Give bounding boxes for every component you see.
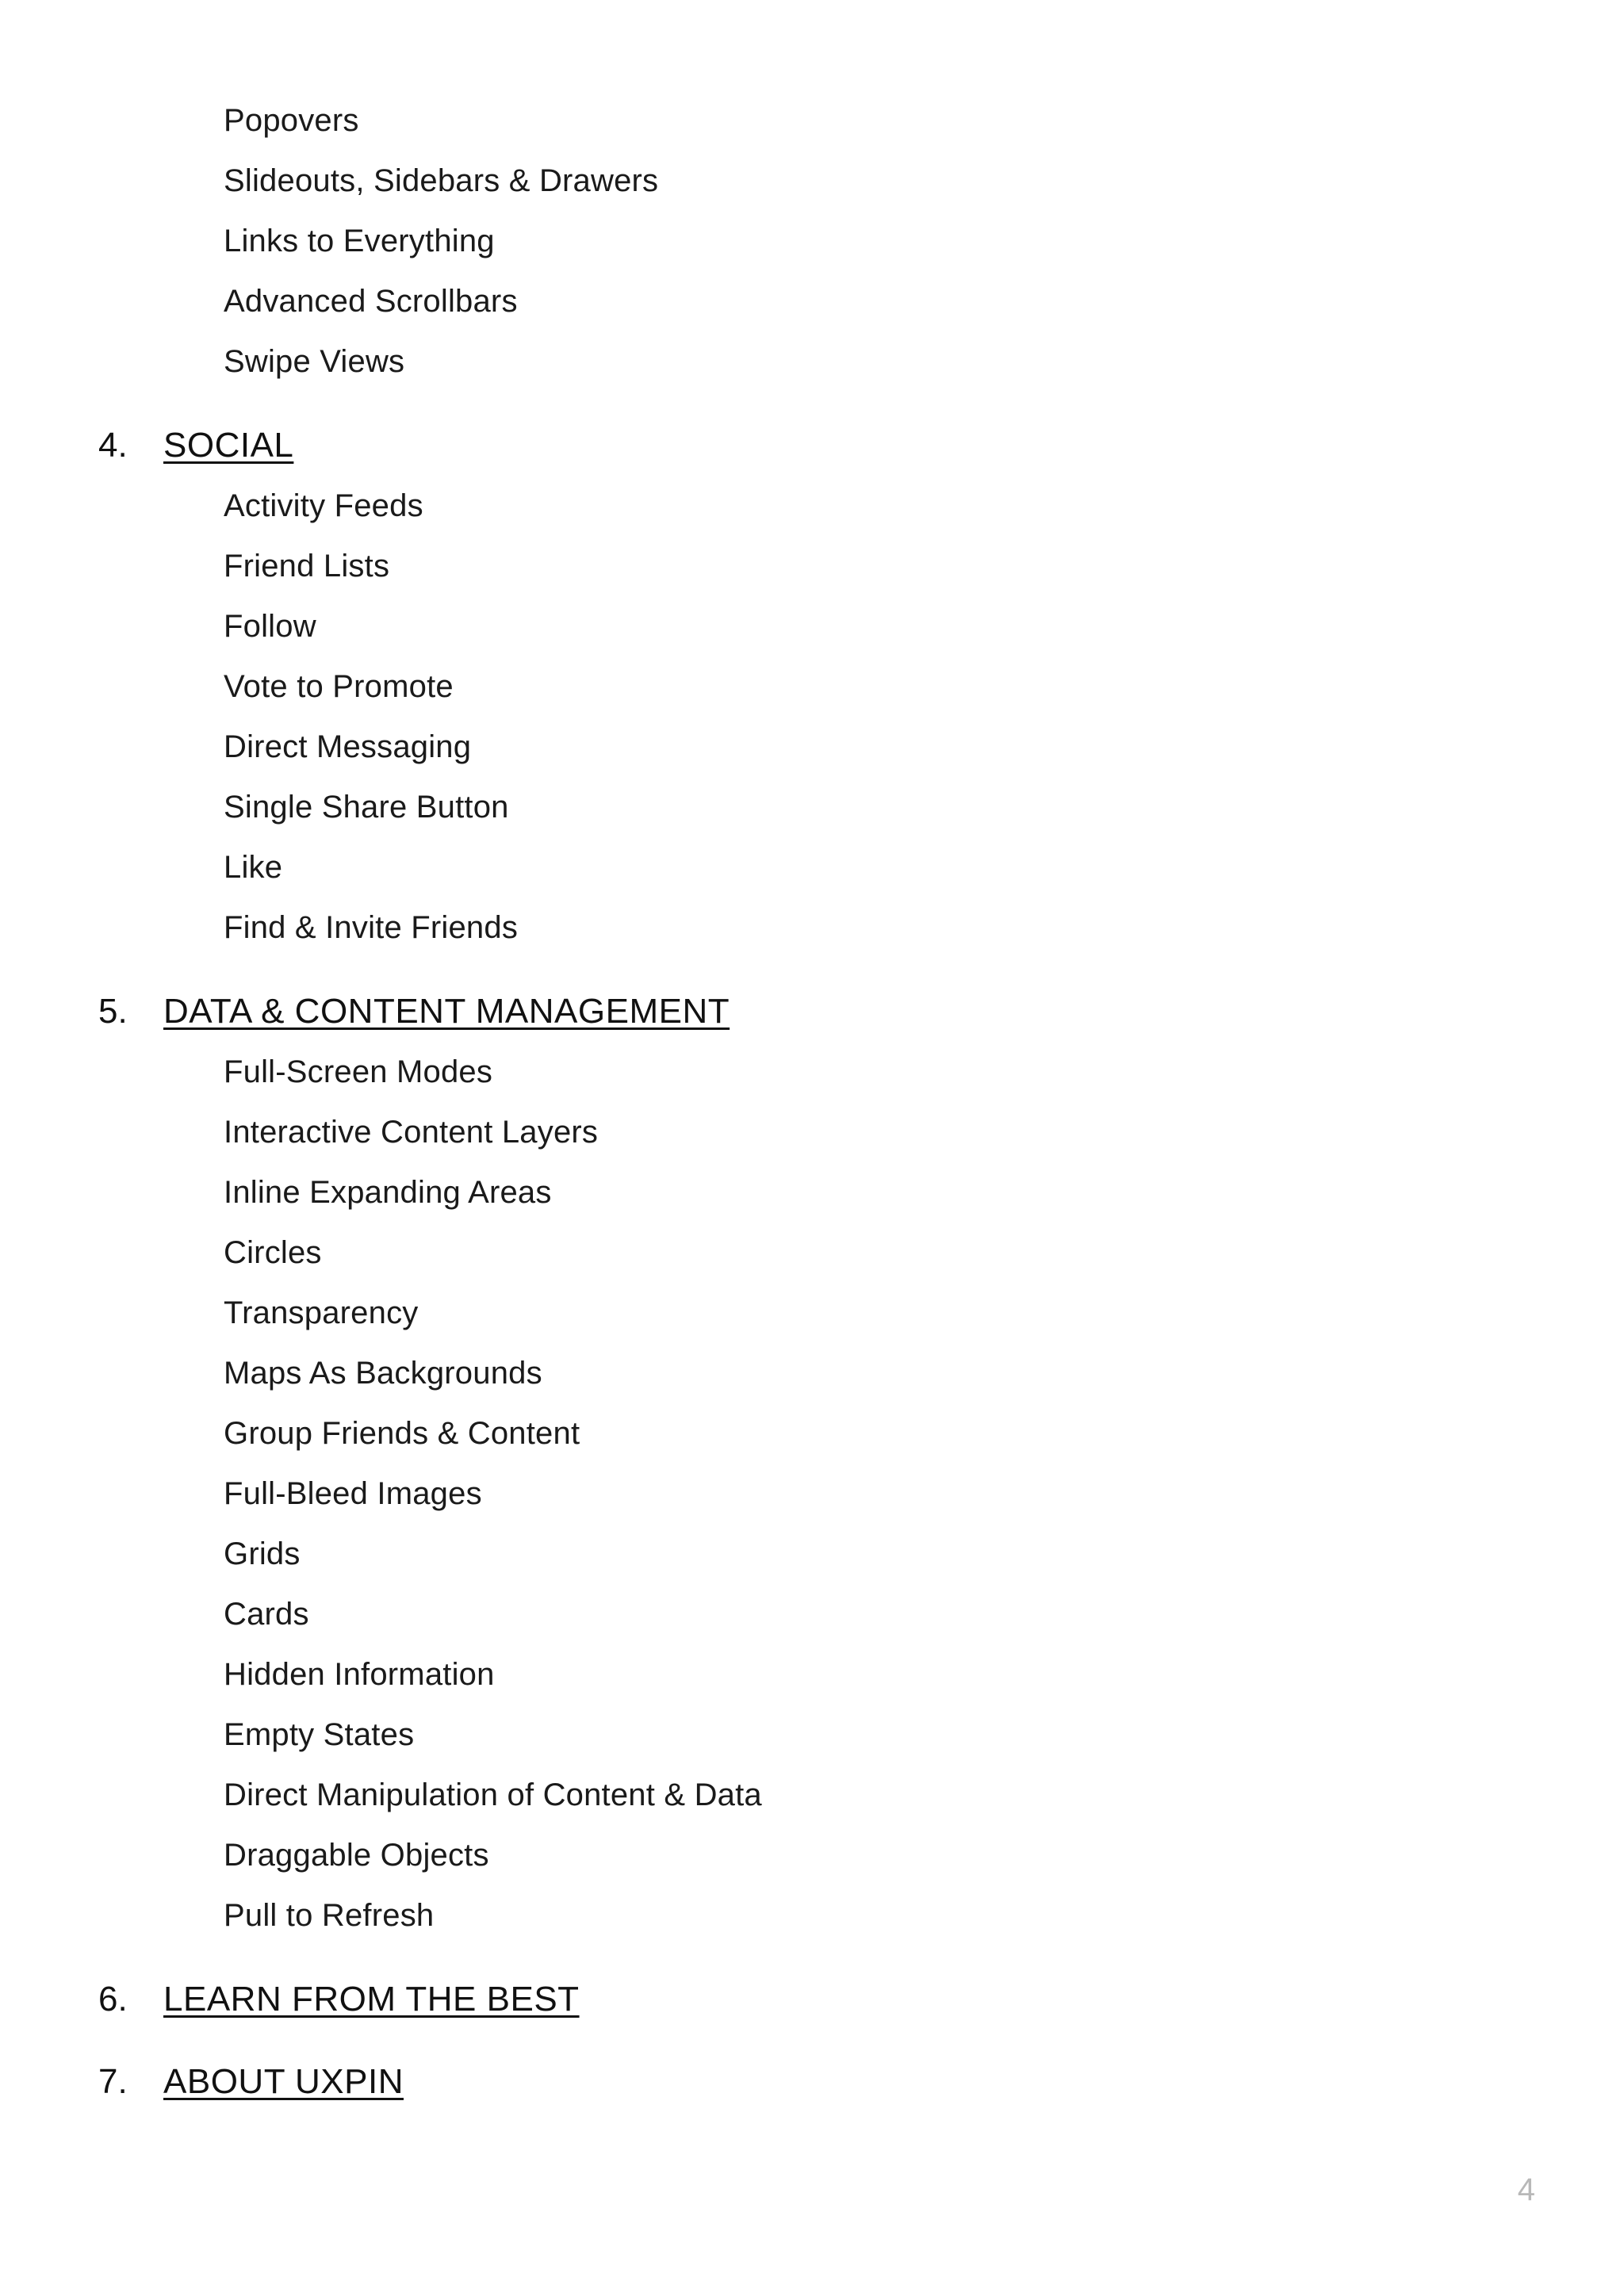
section-link-social[interactable]: SOCIAL xyxy=(163,426,294,465)
list-item[interactable]: Swipe Views xyxy=(224,344,405,379)
list-item[interactable]: Interactive Content Layers xyxy=(224,1115,599,1150)
list-item[interactable]: Hidden Information xyxy=(224,1657,495,1692)
list-item[interactable]: Activity Feeds xyxy=(224,488,423,523)
list-item[interactable]: Single Share Button xyxy=(224,790,509,825)
list-item[interactable]: Group Friends & Content xyxy=(224,1416,580,1451)
section-link-data-content[interactable]: DATA & CONTENT MANAGEMENT xyxy=(163,992,730,1031)
list-item[interactable]: Popovers xyxy=(224,103,359,138)
list-item[interactable]: Full-Bleed Images xyxy=(224,1476,482,1511)
section-heading-learn xyxy=(98,1977,580,2022)
list-item[interactable]: Transparency xyxy=(224,1295,419,1330)
list-item[interactable]: Circles xyxy=(224,1235,322,1270)
list-item[interactable]: Pull to Refresh xyxy=(224,1898,435,1933)
list-item[interactable]: Draggable Objects xyxy=(224,1838,489,1873)
list-item[interactable]: Grids xyxy=(224,1536,301,1571)
section-number: 6. xyxy=(98,1980,128,2019)
list-item[interactable]: Inline Expanding Areas xyxy=(224,1175,552,1210)
list-item[interactable]: Links to Everything xyxy=(224,224,495,258)
section-number: 5. xyxy=(98,992,128,1031)
list-item[interactable]: Full-Screen Modes xyxy=(224,1054,493,1089)
section-link-about[interactable]: ABOUT UXPIN xyxy=(163,2062,404,2101)
list-item[interactable]: Friend Lists xyxy=(224,549,390,584)
list-item[interactable]: Direct Messaging xyxy=(224,729,472,764)
section-heading-about xyxy=(98,2060,404,2104)
section-number: 7. xyxy=(98,2062,128,2101)
list-item[interactable]: Direct Manipulation of Content & Data xyxy=(224,1777,762,1812)
page-number: 4 xyxy=(1517,2172,1535,2207)
section-number: 4. xyxy=(98,426,128,465)
list-item[interactable]: Empty States xyxy=(224,1717,415,1752)
list-item[interactable]: Advanced Scrollbars xyxy=(224,284,518,319)
list-item[interactable]: Vote to Promote xyxy=(224,669,454,704)
list-item[interactable]: Find & Invite Friends xyxy=(224,910,519,945)
list-item[interactable]: Maps As Backgrounds xyxy=(224,1356,542,1391)
list-item[interactable]: Like xyxy=(224,850,283,885)
section-heading-data-content xyxy=(98,989,730,1034)
list-item[interactable]: Follow xyxy=(224,609,316,644)
section-heading-social xyxy=(98,423,293,468)
section-link-learn[interactable]: LEARN FROM THE BEST xyxy=(163,1980,580,2019)
list-item[interactable]: Slideouts, Sidebars & Drawers xyxy=(224,163,659,198)
list-item[interactable]: Cards xyxy=(224,1597,309,1632)
